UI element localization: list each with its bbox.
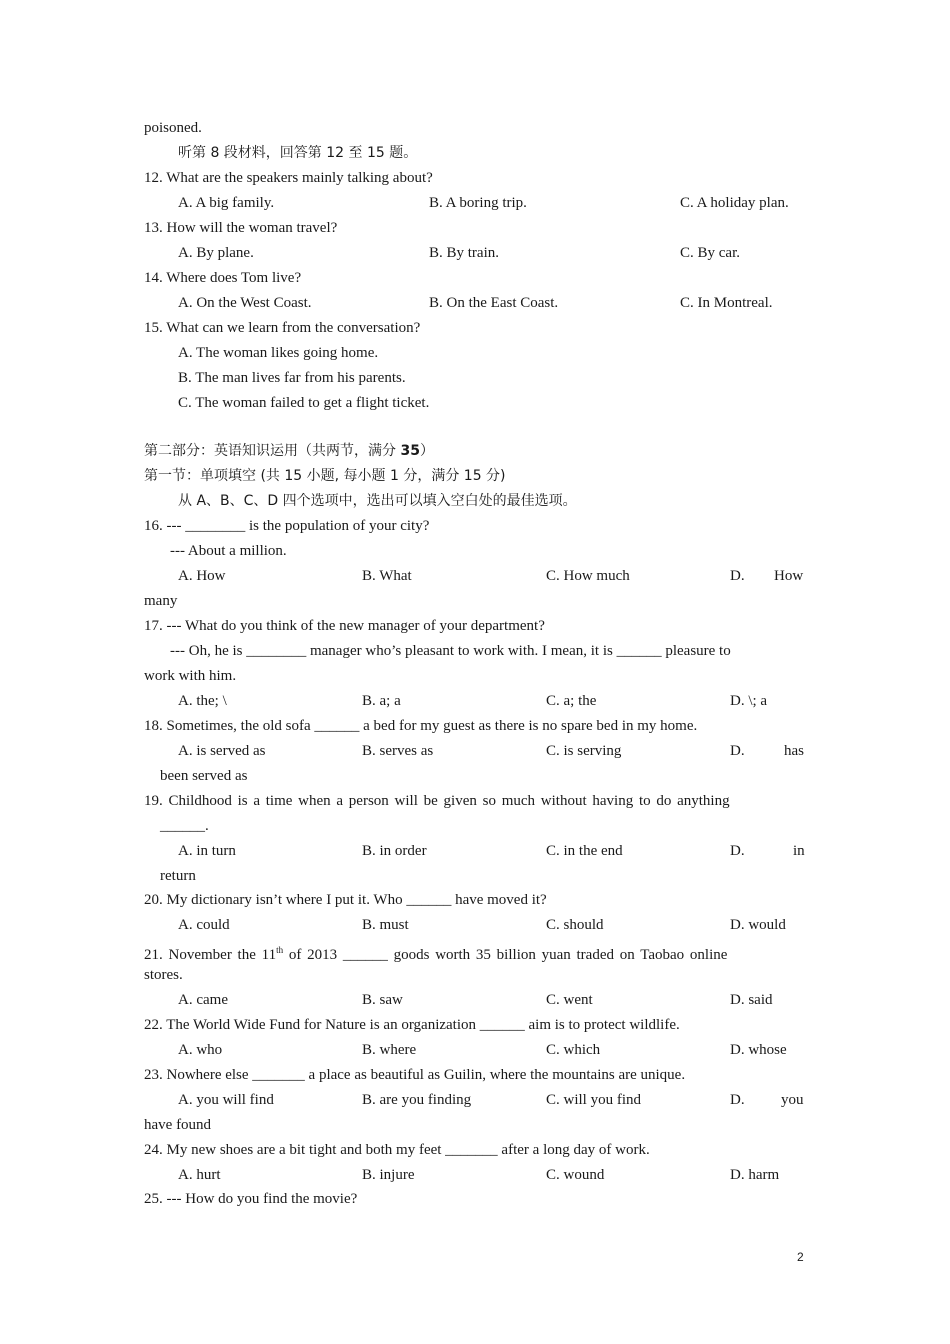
option-b: B. serves as [362, 743, 434, 759]
option-d: D. harm [730, 1167, 780, 1183]
question-stem: 17. --- What do you think of the new manager of your department? [144, 618, 545, 634]
option-c: C. should [546, 917, 604, 933]
option-b: B. are you finding [362, 1092, 472, 1108]
question-stem-wrap: ______. [160, 818, 209, 834]
section-instruction: 从 A、B、C、D 四个选项中，选出可以填入空白处的最佳选项。 [178, 493, 577, 509]
option-c: C. A holiday plan. [680, 195, 789, 211]
option-b: B. On the East Coast. [429, 295, 559, 311]
option-b: B. injure [362, 1167, 415, 1183]
option-a: A. the; \ [178, 693, 227, 709]
option-d: D. would [730, 917, 786, 933]
question-stem: 19. Childhood is a time when a person will be given so much without having to do anything [144, 793, 730, 809]
option-c: C. will you find [546, 1092, 642, 1108]
option-a: A. you will find [178, 1092, 274, 1108]
question-reply-wrap: work with him. [144, 668, 237, 684]
option-d: D. \; a [730, 693, 768, 709]
option-b: B. saw [362, 992, 403, 1008]
part-title-score: 35 [400, 443, 420, 459]
option-a: A. is served as [178, 743, 266, 759]
question-stem: 18. Sometimes, the old sofa ______ a bed for my guest as there is no spare bed in my home. [144, 718, 698, 734]
question-stem [144, 940, 727, 965]
option-d: D. whose [730, 1042, 787, 1058]
option-a: A. How [178, 568, 226, 584]
option-a: A. could [178, 917, 230, 933]
section-title: 第一节：单项填空 (共 15 小题, 每小题 1 分，满分 15 分) [144, 468, 506, 484]
option-b: B. a; a [362, 693, 401, 709]
option-b: B. The man lives far from his parents. [178, 370, 406, 386]
question-stem: 20. My dictionary isn’t where I put it. Who ______ have moved it? [144, 892, 547, 908]
option-d-text: has [784, 743, 804, 759]
part-title-close: ） [419, 443, 434, 459]
question-stem-wrap: stores. [144, 967, 183, 983]
option-a: A. On the West Coast. [178, 295, 312, 311]
question-reply: --- Oh, he is ________ manager who’s pleasant to work with. I mean, it is ______ pleasure to [170, 643, 731, 659]
text-line: poisoned. [144, 120, 202, 136]
section-instruction: 听第 8 段材料，回答第 12 至 15 题。 [178, 145, 418, 161]
option-d-text: you [781, 1092, 804, 1108]
option-d-letter: D. [730, 743, 745, 759]
option-d: D. said [730, 992, 773, 1008]
option-a: A. who [178, 1042, 223, 1058]
page-number: 2 [797, 1250, 804, 1264]
question-stem: 13. How will the woman travel? [144, 220, 338, 236]
question-stem-part: 21. November the 11 [144, 947, 277, 963]
option-b: B. A boring trip. [429, 195, 527, 211]
option-d-text: in [793, 843, 805, 859]
option-c: C. How much [546, 568, 630, 584]
option-b: B. must [362, 917, 409, 933]
question-stem: 23. Nowhere else _______ a place as beautiful as Guilin, where the mountains are unique. [144, 1067, 686, 1083]
option-b: B. By train. [429, 245, 499, 261]
option-d-letter: D. [730, 843, 745, 859]
option-c: C. In Montreal. [680, 295, 773, 311]
option-d-text: How [774, 568, 804, 584]
question-stem: 12. What are the speakers mainly talking about? [144, 170, 433, 186]
option-c: C. in the end [546, 843, 623, 859]
option-a: A. came [178, 992, 228, 1008]
option-a: A. hurt [178, 1167, 221, 1183]
question-stem-part: of 2013 ______ goods worth 35 billion yuan traded on Taobao online [283, 947, 728, 963]
question-stem: 22. The World Wide Fund for Nature is an organization ______ aim is to protect wildlife. [144, 1017, 680, 1033]
option-a: A. The woman likes going home. [178, 345, 379, 361]
option-d-letter: D. [730, 568, 745, 584]
option-c: C. wound [546, 1167, 605, 1183]
option-c: C. a; the [546, 693, 597, 709]
option-c: C. which [546, 1042, 601, 1058]
part-title-text: 第二部分：英语知识运用（共两节，满分 [144, 443, 401, 459]
option-c: C. The woman failed to get a flight ticket. [178, 395, 430, 411]
part-title [144, 441, 434, 461]
question-stem: 24. My new shoes are a bit tight and both my feet _______ after a long day of work. [144, 1142, 650, 1158]
question-reply: --- About a million. [170, 543, 287, 559]
option-b: B. What [362, 568, 412, 584]
option-d-letter: D. [730, 1092, 745, 1108]
option-d-wrap: return [160, 868, 196, 884]
option-a: A. By plane. [178, 245, 254, 261]
option-c: C. is serving [546, 743, 622, 759]
question-stem: 15. What can we learn from the conversation? [144, 320, 421, 336]
question-stem: 16. --- ________ is the population of your city? [144, 518, 430, 534]
option-c: C. By car. [680, 245, 740, 261]
option-a: A. A big family. [178, 195, 275, 211]
option-b: B. in order [362, 843, 427, 859]
option-d-wrap: have found [144, 1117, 212, 1133]
option-d-wrap: many [144, 593, 178, 609]
question-stem: 14. Where does Tom live? [144, 270, 302, 286]
question-stem: 25. --- How do you find the movie? [144, 1191, 358, 1207]
option-a: A. in turn [178, 843, 236, 859]
option-d-wrap: been served as [160, 768, 248, 784]
option-b: B. where [362, 1042, 417, 1058]
ordinal-suffix: th [276, 945, 284, 955]
option-c: C. went [546, 992, 593, 1008]
